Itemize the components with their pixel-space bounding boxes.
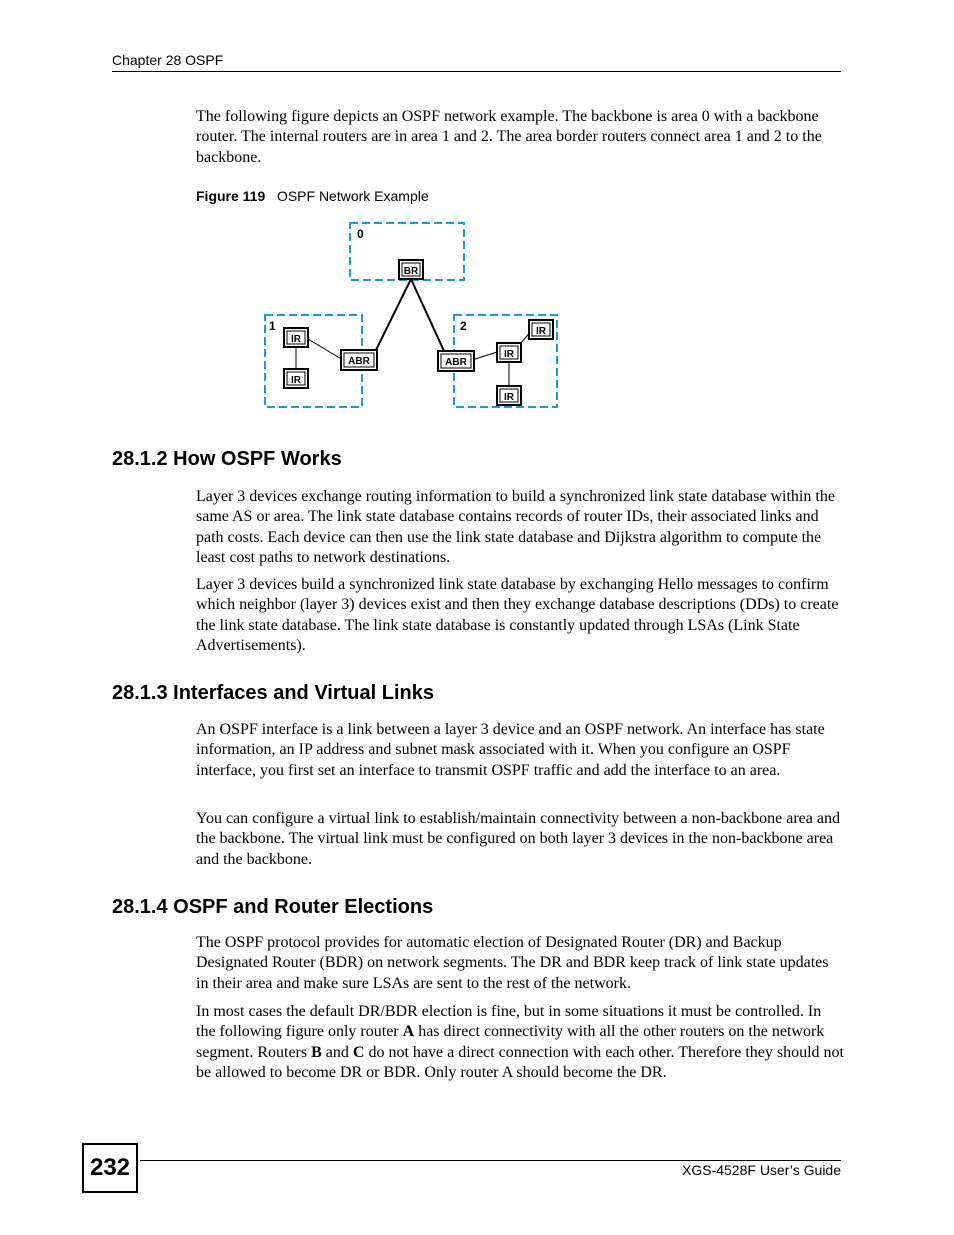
ospf-network-diagram <box>262 218 562 413</box>
br-router <box>399 260 423 279</box>
paragraph: Layer 3 devices exchange routing information to build a synchronized link state database within the same AS or area. The link state database contains records of router IDs, their associated links and path costs. Each device can then use the link state database and Dijkstra algorithm to compute the least cost paths to network destinations. <box>196 488 835 566</box>
ir-label: IR <box>291 375 301 386</box>
router-b-name: B <box>311 1043 322 1061</box>
area-0-label: 0 <box>357 227 364 241</box>
ir-router-area1-bottom <box>284 369 308 388</box>
router-a-name: A <box>402 1023 415 1041</box>
ir-router-area1-top <box>284 328 308 347</box>
text-run: do not have a direct connection with each other. Therefore they should not be allowed to become DR or BDR. Only router A should become the DR. <box>196 1043 844 1081</box>
section-body-how-ospf-works <box>196 487 844 568</box>
section-heading-elections: 28.1.4 OSPF and Router Elections <box>112 896 434 918</box>
br-label: BR <box>403 266 419 277</box>
text-run: has direct connectivity with all the other routers on the network segment. Routers <box>196 1023 825 1061</box>
chapter-header: Chapter 28 OSPF <box>112 52 224 68</box>
ir-router-area2-bottom <box>497 386 521 405</box>
link-br-abr-right <box>411 279 444 351</box>
ir-label: IR <box>504 392 514 403</box>
ir-label: IR <box>536 326 546 337</box>
text-run: In most cases the default DR/BDR election is fine, but in some situations it must be controlled. In the following figure only router <box>196 1003 822 1041</box>
intro-paragraph <box>196 107 844 168</box>
figure-caption <box>196 188 429 204</box>
intro-text: The following figure depicts an OSPF network example. The backbone is area 0 with a backbone router. The internal routers are in area 1 and 2. The area border routers connect area 1 and 2 to the backbone. <box>196 108 822 166</box>
section-body-elections <box>196 933 844 994</box>
paragraph: Layer 3 devices build a synchronized link state database by exchanging Hello messages to confirm which neighbor (layer 3) devices exist and then they exchange database descriptions (DDs) to create the link state database. The link state database is constantly updated through LSAs (Link State Advertisements). <box>196 576 839 654</box>
ir-router-area2-top <box>529 320 553 339</box>
header-rule <box>112 71 841 72</box>
paragraph: An OSPF interface is a link between a layer 3 device and an OSPF network. An interface has state information, an IP address and subnet mask associated with it. When you configure an OSPF interface, you first set an interface to transmit OSPF traffic and add the interface to an area. <box>196 721 825 779</box>
paragraph: You can configure a virtual link to establish/maintain connectivity between a non-backbone area and the backbone. The virtual link must be configured on both layer 3 devices in the non-backbone area and the backbone. <box>196 810 840 868</box>
section-body-elections-2 <box>196 1002 844 1083</box>
section-heading-how-ospf-works: 28.1.2 How OSPF Works <box>112 448 342 470</box>
text-run: and <box>321 1043 353 1061</box>
router-c-name: C <box>352 1043 365 1061</box>
paragraph <box>196 1002 844 1083</box>
ir-label: IR <box>504 349 514 360</box>
figure-number: Figure 119 <box>196 188 266 204</box>
ir-router-area2-middle <box>497 343 521 362</box>
link-br-abr-left <box>376 279 411 350</box>
section-body-how-ospf-works-2 <box>196 575 844 656</box>
page-number: 232 <box>82 1143 138 1193</box>
abr-router-area1 <box>341 350 377 370</box>
link-ir-abr-area1 <box>308 339 343 360</box>
section-heading-interfaces: 28.1.3 Interfaces and Virtual Links <box>112 682 434 704</box>
figure-title: OSPF Network Example <box>276 188 429 204</box>
section-body-interfaces <box>196 720 844 781</box>
section-body-interfaces-2 <box>196 809 844 870</box>
footer-rule <box>140 1160 841 1161</box>
ir-label: IR <box>291 334 301 345</box>
abr-router-area2 <box>438 351 474 371</box>
area-1-label: 1 <box>269 319 276 333</box>
abr-label: ABR <box>348 356 370 367</box>
abr-label: ABR <box>445 357 467 368</box>
area-2-label: 2 <box>460 319 467 333</box>
paragraph: The OSPF protocol provides for automatic election of Designated Router (DR) and Backup Designated Router (BDR) on network segments. The DR and BDR keep track of link state updates in their area and make sure LSAs are sent to the rest of the network. <box>196 934 829 992</box>
guide-title: XGS-4528F User’s Guide <box>682 1162 841 1178</box>
